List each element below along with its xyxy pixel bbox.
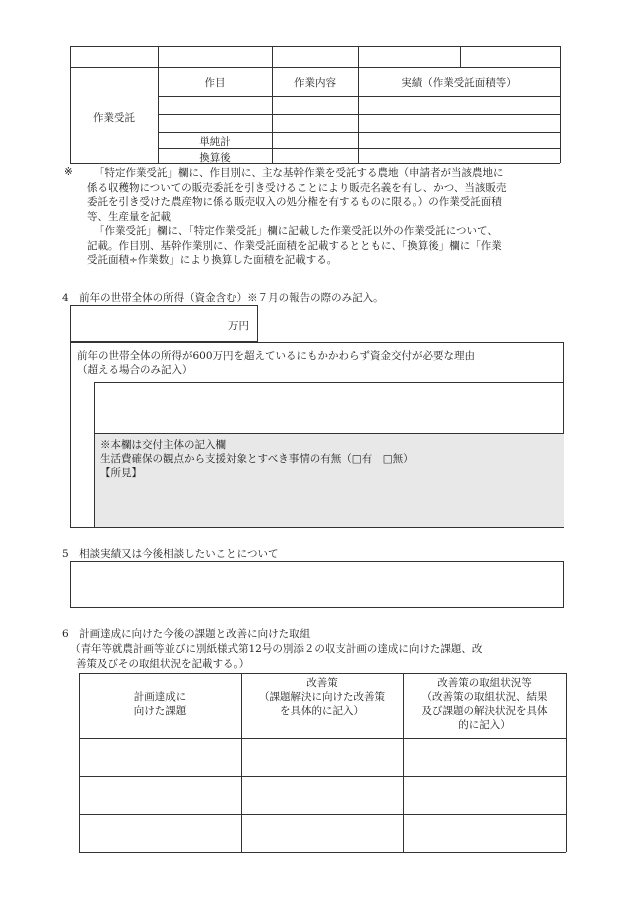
header-progress-line: 改善策の取組状況等 [437,677,532,689]
section-6-title: 6 計画達成に向けた今後の課題と改善に向けた取組 [62,628,311,640]
header-improvement-line: 改善策 [306,677,338,689]
table-line [79,738,566,739]
admin-title: ※本欄は交付主体の記入欄 [100,439,226,451]
table-line [560,46,561,163]
header-improvement [241,676,403,718]
table-line [70,46,560,47]
table-line [70,46,71,163]
section-6-desc: （青年等就農計画等並びに別紙様式第12号の別添２の収支計画の達成に向けた課題、改 [70,643,483,655]
section-6-desc: 善策及びその取組状況を記載する。） [76,658,250,670]
section-5-title: 5 相談実績又は今後相談したいことについて [62,548,279,560]
table-line [566,673,567,852]
reason-label: 前年の世帯全体の所得が600万円を超えているにもかかわらず資金交付が必要な理由 [77,350,476,362]
work-contract-label: 作業受託 [93,112,135,124]
table-line [272,46,273,163]
table-line [79,673,566,674]
header-progress-line: 的に記入） [458,719,511,731]
table-line [70,163,560,164]
reason-note: （超える場合のみ記入） [77,364,193,376]
header-progress-line: （改善策の取組状況、結果 [421,691,548,703]
header-improvement-line: を具体的に記入） [280,705,364,717]
header-work-content: 作業内容 [294,77,336,89]
note-mark: ※ [64,166,73,178]
consultation-input[interactable] [70,561,564,608]
header-issues-line: 計画達成に [133,691,187,703]
header-result: 実績（作業受託面積等） [401,77,517,89]
note-line: 記載。作目別、基幹作業別に、作業受託面積を記載するとともに、「換算後」欄に「作業 [87,239,502,252]
income-unit: 万円 [228,320,249,332]
header-issues-line: 向けた課題 [133,705,187,717]
header-progress [403,676,566,732]
table-line [79,852,566,853]
header-progress-line: 及び課題の解決状況を具体 [421,705,548,717]
reason-input[interactable] [94,382,564,434]
table-line [79,814,566,815]
table-line [158,114,560,115]
admin-question: 生活費確保の観点から支援対象とすべき事情の有無（□有 □無） [100,453,414,465]
table-line [70,67,560,68]
table-line [79,776,566,777]
section-4-title: 4 前年の世帯全体の所得（資金含む）※７月の報告の際のみ記入。 [62,292,384,304]
row-simple-total: 単純計 [199,136,231,148]
header-issues [79,690,241,718]
note-line: 受託面積÷作業数」により換算した面積を記載する。 [87,254,338,266]
table-line [460,46,461,67]
row-converted: 換算後 [199,152,231,164]
note-line: 等、生産量を記載 [87,210,171,223]
note-line: 「作業受託」欄に、「特定作業受託」欄に記載した作業受託以外の作業受託について、 [94,225,498,237]
note-line: 委託を引き受けた農産物に係る販売収入の処分権を有するものに限る。）の作業受託面積 [87,196,502,208]
header-improvement-line: （課題解決に向けた改善策 [259,691,385,703]
table-line [158,132,560,133]
header-crop: 作目 [204,77,226,89]
table-line [358,46,359,163]
admin-opinion: 【所見】 [100,467,142,479]
note-line: 「特定作業受託」欄に、作目別に、主な基幹作業を受託する農地（申請者が当該農地に [94,167,504,179]
table-line [158,96,560,97]
note-line: 係る収穫物についての販売委託を引き受けることにより販売名義を有し、かつ、当該販売 [87,181,507,194]
